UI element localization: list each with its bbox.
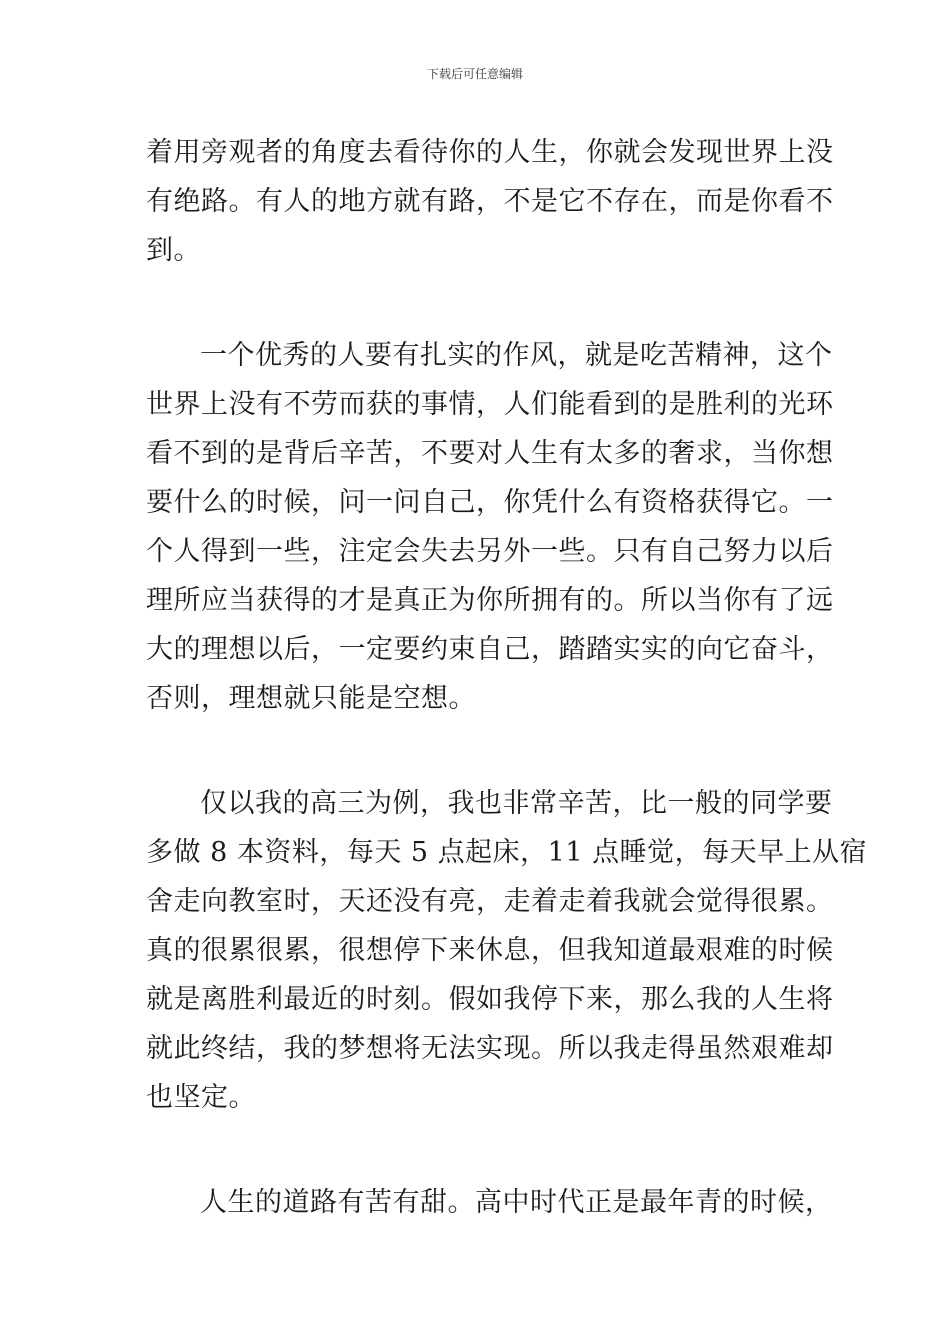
text-line: 也坚定。 <box>146 1082 256 1113</box>
text-line: 人生的道路有苦有甜。高中时代正是最年青的时候， <box>200 1187 833 1218</box>
paragraph-spacer <box>146 275 816 331</box>
text-line: 要什么的时候，问一问自己，你凭什么有资格获得它。一 <box>146 487 834 518</box>
text-line: 仅以我的高三为例，我也非常辛苦，比一般的同学要 <box>200 788 833 819</box>
text-line: 有绝路。有人的地方就有路，不是它不存在，而是你看不 <box>146 186 834 217</box>
text-line: 舍走向教室时，天还没有亮，走着走着我就会觉得很累。 <box>146 886 834 917</box>
text-line: 着用旁观者的角度去看待你的人生，你就会发现世界上没 <box>146 137 834 168</box>
text-line: 就是离胜利最近的时刻。假如我停下来，那么我的人生将 <box>146 984 834 1015</box>
text-line: 到。 <box>146 235 201 266</box>
text-line: 理所应当获得的才是真正为你所拥有的。所以当你有了远 <box>146 585 834 616</box>
text-line: 就此终结，我的梦想将无法实现。所以我走得虽然艰难却 <box>146 1033 834 1064</box>
paragraph-spacer <box>146 723 816 779</box>
text-line: 真的很累很累，很想停下来休息，但我知道最艰难的时候 <box>146 935 834 966</box>
paragraph-spacer <box>146 1122 816 1178</box>
page-header: 下载后可任意编辑 <box>426 67 523 81</box>
text-line: 看不到的是背后辛苦，不要对人生有太多的奢求，当你想 <box>146 438 834 469</box>
paragraph-1 <box>146 128 834 275</box>
text-line: 世界上没有不劳而获的事情，人们能看到的是胜利的光环 <box>146 389 834 420</box>
paragraph-4 <box>146 1178 833 1227</box>
text-line: 一个优秀的人要有扎实的作风，就是吃苦精神，这个 <box>200 340 833 371</box>
paragraph-3 <box>146 779 868 1122</box>
document-body <box>146 128 868 1227</box>
text-line: 个人得到一些，注定会失去另外一些。只有自己努力以后 <box>146 536 834 567</box>
paragraph-2 <box>146 331 834 723</box>
text-line: 大的理想以后，一定要约束自己，踏踏实实的向它奋斗， <box>146 634 834 665</box>
text-line: 否则，理想就只能是空想。 <box>146 683 476 714</box>
text-line: 多做 8 本资料，每天 5 点起床，11 点睡觉，每天早上从宿 <box>146 837 868 868</box>
